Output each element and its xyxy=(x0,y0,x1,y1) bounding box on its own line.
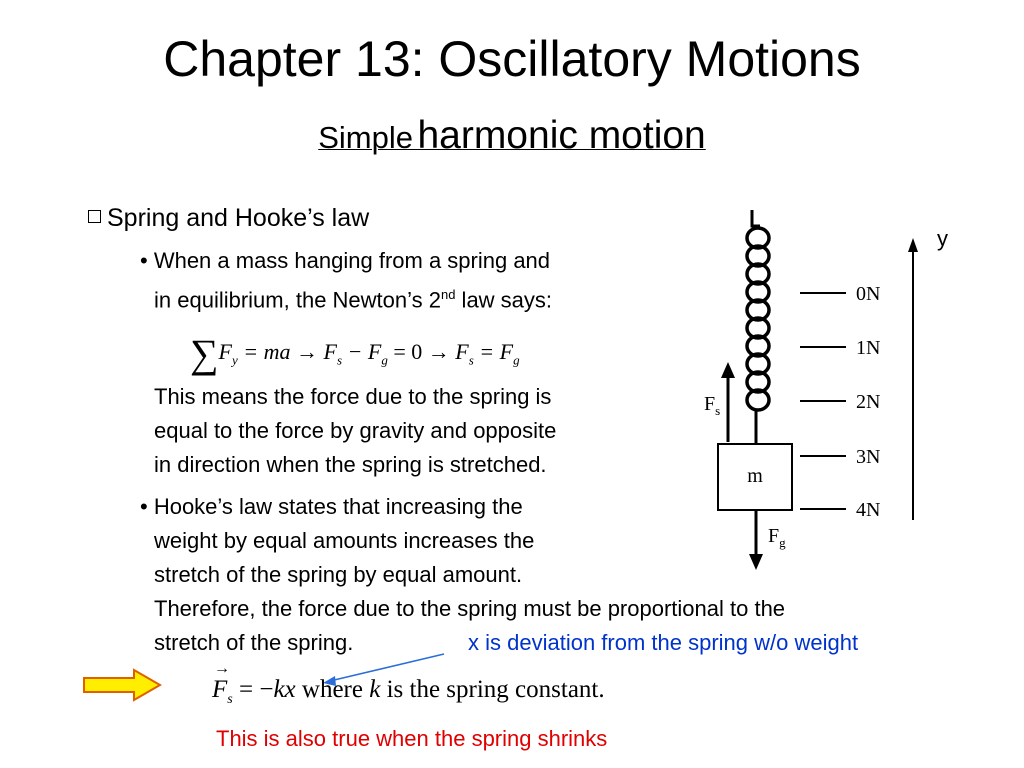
fg-arrow-down-icon xyxy=(749,554,763,570)
fs-arrow-up-icon xyxy=(721,362,735,378)
section-heading-text: Spring and Hooke’s law xyxy=(107,204,370,232)
scale-labels xyxy=(856,283,880,521)
shrink-note: This is also true when the spring shrinks xyxy=(216,726,608,751)
scale-label-2N: 2N xyxy=(856,391,881,413)
scale-ticks xyxy=(800,293,846,509)
bullet-b-line5: stretch of the spring. xyxy=(154,630,354,655)
bullet-a-line1: • When a mass hanging from a spring and xyxy=(140,248,551,273)
bullet-b-line1: • Hooke’s law states that increasing the xyxy=(140,494,523,519)
scale-label-1N: 1N xyxy=(856,337,881,359)
subtitle-small: Simple xyxy=(318,120,413,155)
scale-label-0N: 0N xyxy=(856,283,881,305)
para-line3: in direction when the spring is stretched. xyxy=(154,452,547,477)
scale-label-4N: 4N xyxy=(856,499,881,521)
spring-mass-diagram xyxy=(690,200,920,580)
mass-label: m xyxy=(747,465,763,487)
subtitle-large: harmonic motion xyxy=(417,114,706,157)
bullet-a-line2: in equilibrium, the Newton’s 2nd law says: xyxy=(154,287,553,313)
slide-title: Chapter 13: Oscillatory Motions xyxy=(163,31,861,87)
bullet-b-line3: stretch of the spring by equal amount. xyxy=(154,562,523,587)
equilibrium-equation: $\sum F_y$ = ma → $F_s - F_g = 0 \to F_s = F_g$ xyxy=(190,331,520,376)
bullet-b-line4: Therefore, the force due to the spring must be proportional to the xyxy=(154,596,786,621)
y-axis-label: y xyxy=(937,226,948,251)
spring-hook xyxy=(752,210,760,226)
vector-F: → F xyxy=(212,660,230,703)
vector-arrow-icon: → xyxy=(214,660,230,677)
y-axis-arrowhead-icon xyxy=(908,238,918,252)
deviation-note: x is deviation from the spring w/o weight xyxy=(468,630,859,655)
hookes-law-equation: → $F_s = -kx$ where k is the spring constant. xyxy=(212,660,605,707)
bullet-b-line2: weight by equal amounts increases the xyxy=(154,528,535,553)
para-line1: This means the force due to the spring is xyxy=(154,384,552,409)
fg-label: $F_g$ xyxy=(768,525,786,550)
para-line2: equal to the force by gravity and opposite xyxy=(154,418,557,443)
spring-coils xyxy=(747,228,769,410)
scale-label-3N: 3N xyxy=(856,446,881,468)
yellow-arrow-icon xyxy=(84,670,160,700)
fs-label: $F_s$ xyxy=(704,393,721,418)
